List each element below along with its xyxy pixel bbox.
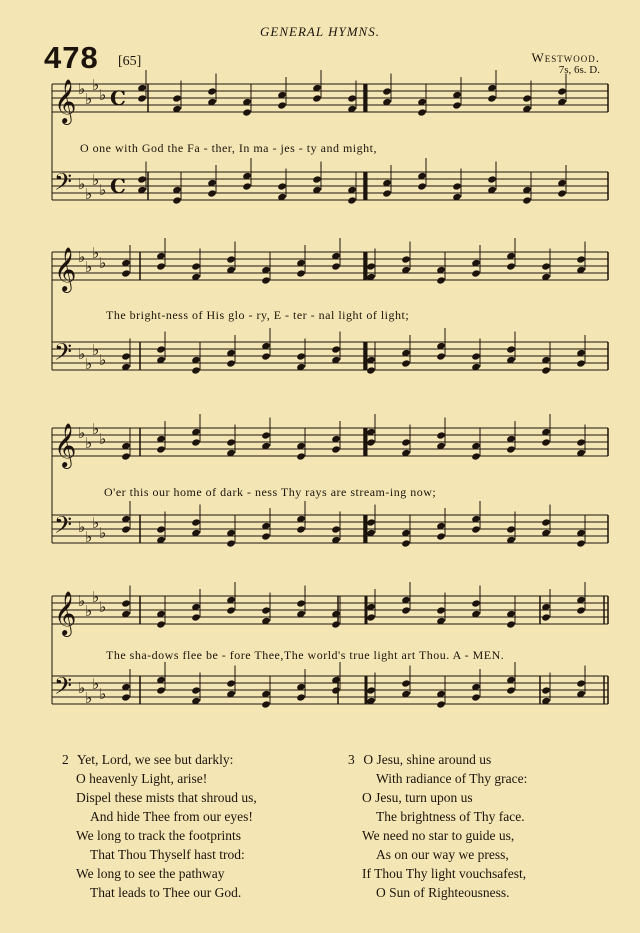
note-head [417,182,427,190]
note-head [121,599,131,607]
note-head [576,255,586,263]
flat-icon: ♭ [85,185,93,203]
note-head [506,262,516,270]
note-head [191,438,201,446]
note-head [242,182,252,190]
running-head: GENERAL HYMNS. [260,24,380,39]
note-head [331,525,341,533]
note-head [156,445,166,453]
note-head [296,269,306,277]
note-head [191,366,201,374]
note-head [401,679,411,687]
note-head [506,345,516,353]
flat-icon: ♭ [85,355,93,373]
note-head [576,679,586,687]
tune-name: Westwood. [531,50,600,65]
flat-icon: ♭ [99,181,107,199]
note-head [366,613,376,621]
stanza-line: Yet, Lord, we see but darkly: [76,752,234,767]
note-head [261,431,271,439]
stanza-line: We need no star to guide us, [362,828,515,843]
note-head [156,262,166,270]
note-head [296,693,306,701]
note-head [331,445,341,453]
stanza-number: 3 [348,752,355,767]
note-head [242,108,252,116]
note-head [296,452,306,460]
flat-icon: ♭ [92,588,100,606]
note-head [121,525,131,533]
stanza-line: Dispel these mists that shroud us, [76,790,257,805]
flat-icon: ♭ [99,86,107,104]
flat-icon: ♭ [92,341,100,359]
note-head [471,269,481,277]
flat-icon: ♭ [92,76,100,94]
note-head [576,539,586,547]
note-head [121,693,131,701]
note-head [541,518,551,526]
stanza-line: We long to see the pathway [76,866,225,881]
note-head [541,686,551,694]
note-head [401,255,411,263]
note-head [452,182,462,190]
flat-icon: ♭ [78,175,86,193]
treble-clef-icon: 𝄞 [54,247,77,291]
note-head [121,352,131,360]
note-head [417,108,427,116]
note-head [401,606,411,614]
bass-clef-icon: 𝄢 [54,511,73,544]
note-head [436,700,446,708]
note-head [226,606,236,614]
note-head [226,438,236,446]
note-head [366,262,376,270]
note-head [452,101,462,109]
flat-icon: ♭ [92,514,100,532]
flat-icon: ♭ [85,90,93,108]
flat-icon: ♭ [85,528,93,546]
note-head [347,196,357,204]
note-head [471,693,481,701]
note-head [506,525,516,533]
note-head [436,532,446,540]
note-head [471,525,481,533]
note-head [557,87,567,95]
note-head [207,87,217,95]
note-head [401,539,411,547]
note-head [191,262,201,270]
note-head [191,613,201,621]
note-head [312,94,322,102]
hymn-reference: [65] [118,54,142,69]
note-head [277,182,287,190]
note-head [382,189,392,197]
note-head [226,359,236,367]
flat-icon: ♭ [78,424,86,442]
note-head [471,452,481,460]
note-head [506,686,516,694]
bass-clef-icon: 𝄢 [54,338,73,371]
flat-icon: ♭ [92,244,100,262]
note-head [226,539,236,547]
note-head [506,445,516,453]
note-head [366,438,376,446]
note-head [137,175,147,183]
note-head [401,438,411,446]
flat-icon: ♭ [99,524,107,542]
note-head [226,255,236,263]
treble-clef-icon: 𝄞 [54,423,77,467]
note-head [401,359,411,367]
note-head [541,438,551,446]
note-head [522,196,532,204]
note-head [541,366,551,374]
note-head [172,196,182,204]
lyric-line-2: The bright-ness of His glo - ry, E - ter - nal light of light; [106,308,410,322]
note-head [191,518,201,526]
stanza-number: 2 [62,752,69,767]
note-head [261,700,271,708]
note-head [296,525,306,533]
note-head [331,620,341,628]
note-head [557,189,567,197]
note-head [436,431,446,439]
note-head [156,345,166,353]
lyric-line-4: The sha-dows flee be - fore Thee,The world's true light art Thou. A - MEN. [106,648,505,662]
flat-icon: ♭ [99,254,107,272]
hymn-number: 478 [44,40,99,75]
note-head [296,599,306,607]
note-head [471,599,481,607]
note-head [576,438,586,446]
note-head [506,620,516,628]
stanza-3 [348,750,527,902]
note-head [541,613,551,621]
stanza-line: O Jesu, turn upon us [362,790,473,805]
stanza-line: With radiance of Thy grace: [376,771,528,786]
note-head [261,276,271,284]
flat-icon: ♭ [78,80,86,98]
note-head [522,94,532,102]
flat-icon: ♭ [78,592,86,610]
note-head [436,606,446,614]
note-head [261,352,271,360]
common-time-icon: C [110,86,126,110]
stanza-line: As on our way we press, [376,847,509,862]
note-head [121,269,131,277]
note-head [487,175,497,183]
flat-icon: ♭ [92,675,100,693]
note-head [296,352,306,360]
common-time-icon: C [110,174,126,198]
note-head [191,686,201,694]
note-head [436,276,446,284]
note-head [261,606,271,614]
lyric-line-3: O'er this our home of dark - ness Thy rays are stream-ing now; [104,485,437,499]
stanza-line: O Sun of Righteousness. [376,885,510,900]
note-head [576,606,586,614]
note-head [366,686,376,694]
note-head [487,94,497,102]
flat-icon: ♭ [99,430,107,448]
stanza-2 [62,750,257,902]
flat-icon: ♭ [99,598,107,616]
stanza-line: O Jesu, shine around us [363,752,492,767]
bass-clef-icon: 𝄢 [54,168,73,201]
note-head [261,532,271,540]
stanza-line: That Thou Thyself hast trod: [90,847,245,862]
bass-clef-icon: 𝄢 [54,672,73,705]
note-head [331,262,341,270]
flat-icon: ♭ [85,434,93,452]
note-head [207,189,217,197]
note-head [541,262,551,270]
note-head [347,94,357,102]
note-head [331,345,341,353]
stanza-line: If Thou Thy light vouchsafest, [362,866,527,881]
note-head [312,175,322,183]
treble-clef-icon: 𝄞 [54,79,77,123]
stanza-line: And hide Thee from our eyes! [90,809,253,824]
flat-icon: ♭ [99,685,107,703]
flat-icon: ♭ [85,689,93,707]
note-head [226,679,236,687]
flat-icon: ♭ [85,602,93,620]
note-head [121,452,131,460]
flat-icon: ♭ [78,679,86,697]
stanza-line: The brightness of Thy face. [376,809,525,824]
flat-icon: ♭ [92,420,100,438]
note-head [156,620,166,628]
note-head [277,101,287,109]
note-head [576,359,586,367]
note-head [331,686,341,694]
tune-meter: 7s, 6s. D. [558,64,600,76]
stanza-line: That leads to Thee our God. [90,885,242,900]
stanza-line: O heavenly Light, arise! [76,771,208,786]
note-head [137,94,147,102]
note-head [172,94,182,102]
flat-icon: ♭ [78,248,86,266]
note-head [471,352,481,360]
flat-icon: ♭ [78,345,86,363]
note-head [366,366,376,374]
note-head [156,686,166,694]
treble-clef-icon: 𝄞 [54,591,77,635]
note-head [436,352,446,360]
note-head [382,87,392,95]
flat-icon: ♭ [78,518,86,536]
stanza-line: We long to track the footprints [76,828,241,843]
note-head [366,518,376,526]
lyric-line-1: O one with God the Fa - ther, In ma - jes - ty and might, [80,141,377,155]
flat-icon: ♭ [85,258,93,276]
flat-icon: ♭ [99,351,107,369]
note-head [156,525,166,533]
flat-icon: ♭ [92,171,100,189]
